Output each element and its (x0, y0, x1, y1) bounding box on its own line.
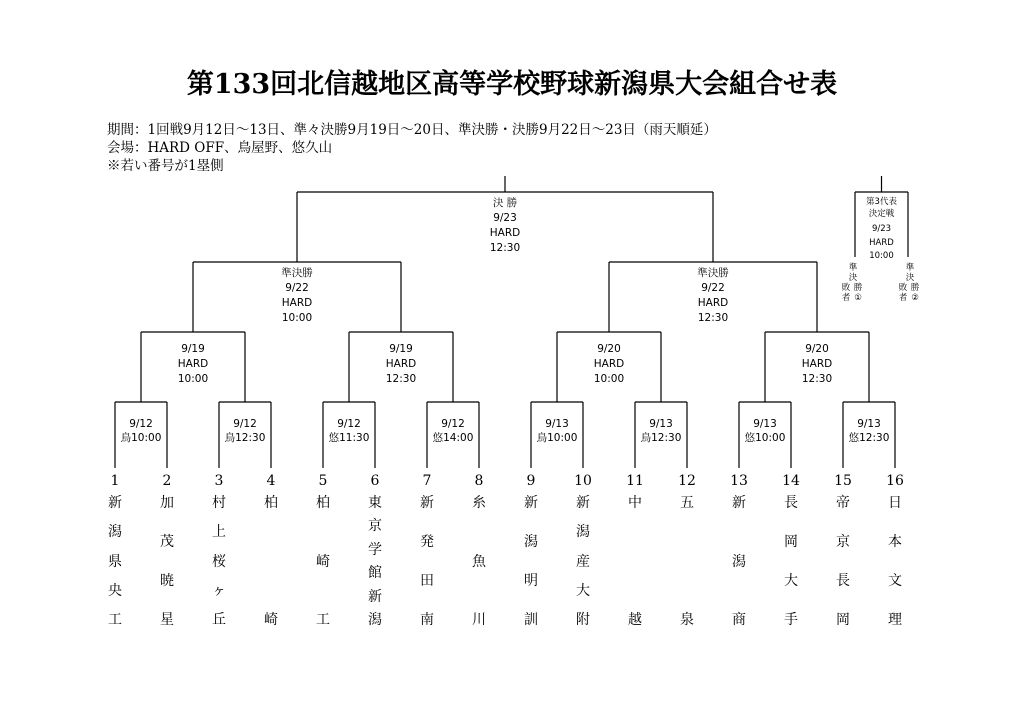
team-name-char: 明 (524, 573, 538, 589)
r1-venue-label: 鳥12:30 (640, 432, 682, 444)
r1-date-label: 9/12 (233, 418, 257, 430)
team-name-char: 茂 (160, 534, 174, 550)
team-number: 5 (318, 473, 328, 489)
team-number: 11 (626, 473, 644, 489)
r1-date-label: 9/13 (545, 418, 569, 430)
r1-date-label: 9/12 (129, 418, 153, 430)
loser-1-label: 者 (841, 293, 851, 303)
team-name-char: 日 (888, 495, 902, 511)
team-name-char: 館 (368, 565, 382, 582)
loser-2-label: 決 (905, 273, 915, 283)
team-name-char: 長 (836, 573, 850, 589)
team-name (464, 494, 494, 629)
r1-venue-label: 鳥12:30 (224, 432, 266, 444)
qf-venue-label: HARD (593, 358, 625, 370)
third-rep-label: 決定戦 (868, 209, 895, 219)
venue-list: 会場：HARD OFF、鳥屋野、悠久山 (107, 140, 333, 156)
r1-venue-label: 鳥10:00 (120, 432, 162, 444)
team-name (828, 494, 858, 629)
team-entry (412, 472, 442, 629)
loser-1-label: 敗 (841, 283, 851, 293)
team-name-char: 岡 (784, 534, 798, 550)
team-name-char: 商 (732, 612, 746, 628)
page-title: 第133回北信越地区高等学校野球新潟県大会組合せ表 (186, 69, 838, 100)
qf-time-label: 12:30 (801, 373, 833, 385)
team-number: 14 (782, 473, 800, 489)
team-entry (620, 472, 650, 629)
team-name (724, 494, 754, 629)
r1-date-label: 9/12 (337, 418, 361, 430)
team-name (516, 494, 546, 629)
team-name (412, 494, 442, 629)
team-name-char: 新 (576, 495, 590, 511)
team-name-char: 泉 (680, 612, 694, 628)
team-name-char: 崎 (264, 612, 278, 628)
loser-1-label: 準 (848, 263, 858, 273)
team-number: 12 (678, 473, 696, 489)
team-name-char: 岡 (836, 612, 850, 628)
sf-round-label: 準決勝 (281, 267, 313, 279)
team-name-char: 越 (628, 612, 642, 628)
qf-date-label: 9/19 (181, 343, 205, 355)
team-name-char: 長 (784, 495, 798, 511)
r1-date-label: 9/13 (857, 418, 881, 430)
team-name (152, 494, 182, 629)
team-name-char: 発 (420, 534, 434, 550)
team-name (308, 494, 338, 629)
team-name-char: 潟 (732, 553, 746, 570)
r1-venue-label: 悠12:30 (848, 432, 890, 444)
team-entry (568, 472, 598, 629)
team-name-char: 潟 (524, 534, 538, 550)
team-entry (152, 472, 182, 629)
team-number: 8 (474, 473, 484, 489)
sf-date-label: 9/22 (285, 282, 309, 294)
team-name-char: 新 (420, 495, 434, 511)
team-name-char: 工 (316, 612, 330, 628)
team-name-char: 学 (368, 541, 382, 558)
team-name-char: 文 (888, 573, 902, 589)
team-number: 3 (214, 473, 224, 489)
sf-venue-label: HARD (281, 297, 313, 309)
r1-date-label: 9/13 (649, 418, 673, 430)
team-entry (724, 472, 754, 629)
team-name-char: 東 (368, 495, 382, 511)
team-entry (672, 472, 702, 629)
team-entry (360, 472, 390, 629)
team-name-char: 附 (576, 612, 590, 628)
sf-time-label: 12:30 (697, 312, 729, 324)
team-number: 13 (730, 473, 748, 489)
team-name-char: 上 (212, 524, 226, 541)
qf-venue-label: HARD (177, 358, 209, 370)
team-name (100, 494, 130, 629)
team-name-char: 崎 (316, 553, 330, 570)
sf-round-label: 準決勝 (697, 267, 729, 279)
loser-2-label: 準 (905, 263, 915, 273)
r1-venue-label: 鳥10:00 (536, 432, 578, 444)
third-rep-label: 9/23 (871, 224, 892, 234)
team-number: 16 (886, 473, 904, 489)
team-name-char: 帝 (836, 495, 850, 511)
qf-venue-label: HARD (385, 358, 417, 370)
team-entry (100, 472, 130, 629)
team-name-char: 暁 (160, 573, 174, 589)
team-number: 7 (422, 473, 432, 489)
qf-time-label: 12:30 (385, 373, 417, 385)
r1-date-label: 9/13 (753, 418, 777, 430)
qf-date-label: 9/20 (597, 343, 621, 355)
team-name-char: 田 (420, 573, 434, 589)
sf-venue-label: HARD (697, 297, 729, 309)
team-name-char: 丘 (212, 612, 226, 628)
loser-2-label: 勝 (910, 283, 920, 293)
loser-1-label: 勝 (853, 283, 863, 293)
team-name (776, 494, 806, 629)
team-name-char: 大 (576, 582, 590, 599)
team-name-char: 糸 (472, 495, 486, 511)
team-entry (308, 472, 338, 629)
final-time-label: 12:30 (489, 242, 521, 254)
team-name-char: 工 (108, 612, 122, 628)
team-name-char: 新 (368, 588, 382, 605)
team-name-char: ヶ (212, 582, 226, 599)
team-name-char: 大 (784, 573, 798, 589)
loser-2-label: 者 (898, 293, 908, 303)
team-name (672, 494, 702, 629)
team-name (204, 494, 234, 629)
final-date-label: 9/23 (493, 212, 517, 224)
team-entry (464, 472, 494, 629)
team-name-char: 柏 (264, 495, 278, 511)
team-name-char: 訓 (524, 612, 538, 628)
team-number: 6 (370, 473, 380, 489)
team-entry (828, 472, 858, 629)
team-name-char: 星 (160, 612, 174, 628)
team-number: 10 (574, 473, 592, 489)
team-name-char: 新 (108, 495, 122, 511)
r1-date-label: 9/12 (441, 418, 465, 430)
r1-venue-label: 悠14:00 (432, 432, 474, 444)
team-name-char: 桜 (212, 553, 226, 570)
team-name-char: 県 (108, 553, 122, 570)
team-number: 9 (526, 473, 536, 489)
team-number: 4 (266, 473, 276, 489)
team-entry (516, 472, 546, 629)
team-name-char: 手 (784, 612, 798, 628)
team-number: 2 (162, 473, 172, 489)
team-name-char: 央 (108, 582, 122, 599)
team-entry (256, 472, 286, 629)
team-name-char: 理 (888, 612, 902, 628)
team-name-char: 本 (888, 534, 902, 550)
side-note: ※若い番号が1塁側 (107, 158, 224, 174)
third-rep-label: 10:00 (869, 251, 894, 261)
team-name-char: 潟 (368, 611, 382, 628)
sf-time-label: 10:00 (281, 312, 313, 324)
final-venue-label: HARD (489, 227, 521, 239)
schedule-period: 期間：1回戦9月12日～13日、準々決勝9月19日～20日、準決勝・決勝9月22日～23日（雨天順延） (107, 122, 717, 138)
team-name-char: 潟 (576, 524, 590, 541)
team-name-char: 南 (420, 612, 434, 628)
loser-2-label: 敗 (898, 283, 908, 293)
team-name-char: 京 (368, 518, 382, 535)
qf-time-label: 10:00 (177, 373, 209, 385)
team-name-char: 新 (524, 495, 538, 511)
team-name-char: 五 (680, 495, 694, 511)
team-entry (880, 472, 910, 629)
team-name-char: 京 (836, 534, 850, 550)
qf-venue-label: HARD (801, 358, 833, 370)
third-rep-label: 第3代表 (866, 197, 897, 207)
qf-date-label: 9/20 (805, 343, 829, 355)
team-number: 1 (110, 473, 120, 489)
r1-venue-label: 悠10:00 (744, 432, 786, 444)
loser-1-label: 決 (848, 273, 858, 283)
third-rep-label: HARD (869, 238, 894, 248)
sf-date-label: 9/22 (701, 282, 725, 294)
team-number: 15 (834, 473, 852, 489)
team-name (880, 494, 910, 629)
team-name-char: 潟 (108, 524, 122, 541)
team-name-char: 川 (472, 612, 486, 628)
qf-date-label: 9/19 (389, 343, 413, 355)
loser-1-label: ① (854, 293, 862, 303)
team-name-char: 加 (160, 495, 174, 511)
team-entry (204, 472, 234, 629)
qf-time-label: 10:00 (593, 373, 625, 385)
final-round-label: 決 勝 (492, 197, 518, 209)
team-name-char: 産 (576, 553, 590, 570)
team-name (620, 494, 650, 629)
loser-2-label: ② (911, 293, 919, 303)
team-name (256, 494, 286, 629)
team-entry (776, 472, 806, 629)
team-name-char: 村 (212, 495, 226, 511)
r1-venue-label: 悠11:30 (328, 432, 370, 444)
team-name (568, 494, 598, 629)
team-name-char: 新 (732, 495, 746, 511)
team-name-char: 魚 (472, 553, 486, 570)
team-name-char: 柏 (316, 495, 330, 511)
team-name (360, 494, 390, 629)
team-name-char: 中 (628, 495, 642, 511)
